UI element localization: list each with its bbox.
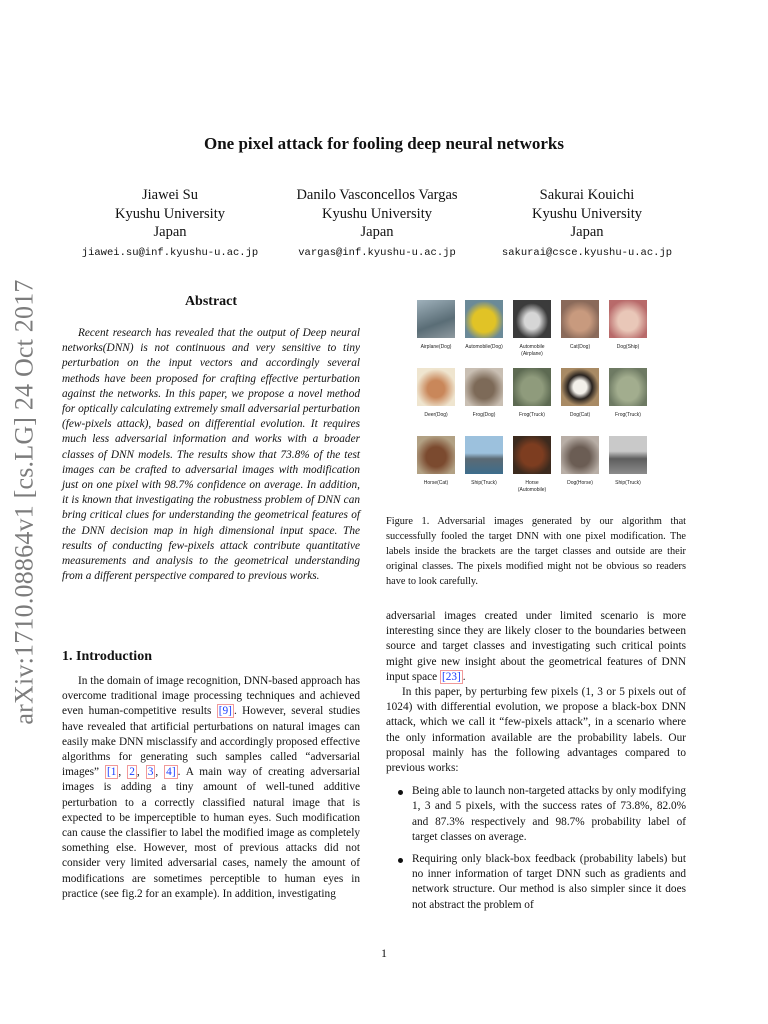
adversarial-image-thumbnail [417,300,455,338]
citation-link[interactable]: 3 [147,766,154,779]
abstract-text [62,326,360,584]
figure-cell [508,436,556,494]
figure-cell [604,368,652,419]
author-country: Japan [570,224,604,240]
page-number: 1 [381,946,387,960]
citation-link[interactable]: [9] [218,705,232,718]
author-country: Japan [360,224,394,240]
figure-cell-label: Automobile(Dog) [465,344,503,350]
figure-cell-label: Deer(Dog) [424,412,448,418]
citation-link[interactable]: 4] [166,766,176,779]
figure-cell-label: Airplane(Dog) [420,344,452,350]
adversarial-image-thumbnail [513,368,551,406]
introduction-paragraph: In the domain of image recognition, DNN-based approach has overcome traditional image processing techniques and achieved even human-competitive results [9] . However, several studies have revealed that artificial perturbations on natural images can easily make DNN misclassify and accordingly proposed effective algorithms for generating such samples called “adversarial images” [1 , 2 , 3 , 4] . A main way of creating adversarial images is adding a tiny amount of well-tuned additive perturbation to a correctly classified natural image that is expected to be imperceptible to human eyes. Such modification can cause the classifier to label the modified image as completely something else. However, most of previous attacks did not consider very limited adversarial cases, namely the amount of modifications are sometimes perceptible to human eyes in practice (see fig.2 for an example). In addition, investigating [62,675,360,900]
citation-link[interactable]: [23] [441,670,461,683]
figure-cell-label: Dog(Horse) [567,480,593,486]
author-country: Japan [153,224,187,240]
list-item: Requiring only black-box feedback (probability labels) but no inner information of target DNN such as gradients and network structure. Our method is also simpler since it does not abstract the problem of [386,852,686,913]
author-affiliation: Kyushu University [322,205,432,222]
citation-link[interactable]: [1 [107,766,117,779]
figure-cell-label: Dog(Cat) [569,412,591,418]
author-block-2 [262,186,492,262]
author-name: Danilo Vasconcellos Vargas [296,187,458,203]
adversarial-image-thumbnail [513,436,551,474]
continuation-paragraph: adversarial images created under limited scenario is more interesting since they are likely closer to the boundaries between source and target classes and investigating such critical points might give new insight about the geometrical features of DNN input space [23] . [386,610,686,683]
adversarial-image-thumbnail [465,300,503,338]
figure-cell [412,300,460,351]
adversarial-image-thumbnail [417,368,455,406]
figure-cell-label: Frog(Truck) [519,412,545,418]
figure-cell [460,300,508,351]
figure-cell [556,300,604,351]
figure-1-image-grid [412,300,658,500]
author-affiliation: Kyushu University [532,205,642,222]
adversarial-image-thumbnail [417,436,455,474]
arxiv-identifier-stamp: arXiv:1710.08864v1 [cs.LG] 24 Oct 2017 [10,279,40,725]
adversarial-image-thumbnail [561,436,599,474]
adversarial-image-thumbnail [609,300,647,338]
paper-title: One pixel attack for fooling deep neural networks [204,134,564,153]
figure-cell [556,436,604,487]
figure-cell [460,436,508,487]
figure-cell [412,368,460,419]
author-email[interactable]: jiawei.su@inf.kyushu-u.ac.jp [81,246,259,259]
figure-cell [412,436,460,487]
abstract-heading: Abstract [184,294,238,309]
figure-cell-label: Ship(Truck) [615,480,641,486]
adversarial-image-thumbnail [465,368,503,406]
figure-cell-label: Frog(Dog) [472,412,496,418]
figure-cell-label: Frog(Truck) [615,412,641,418]
figure-cell-label: Horse (Automobile) [517,480,547,493]
adversarial-image-thumbnail [609,436,647,474]
adversarial-image-thumbnail [561,300,599,338]
paragraph: In this paper, by perturbing few pixels (1, 3 or 5 pixels out of 1024) with differential evolution, we propose a black-box DNN attack, which we call it “few-pixels attack”, in a scenario where the only information available are the probability labels. Our proposal mainly has the following advantages compared to previous works: [386,686,686,775]
figure-1-caption: Figure 1. Adversarial images generated by our algorithm that successfully fooled the target DNN with one pixel modification. The labels inside the brackets are the target classes and outside are their original classes. The pixels modified might not be obvious so readers have to look carefully. [386,516,686,587]
adversarial-image-thumbnail [465,436,503,474]
right-column-text [386,609,686,920]
author-name: Sakurai Kouichi [539,187,635,203]
figure-cell [556,368,604,419]
introduction-text [62,674,360,902]
figure-cell-label: Dog(Ship) [616,344,640,350]
advantages-list [386,784,686,913]
author-block-3 [472,186,702,262]
figure-cell-label: Ship(Truck) [471,480,497,486]
adversarial-image-thumbnail [561,368,599,406]
list-item: Being able to launch non-targeted attacks by only modifying 1, 3 and 5 pixels, with the success rates of 73.8%, 82.0% and 87.3% respectively and 98.7% probability label of target classes on average. [386,784,686,845]
author-email[interactable]: vargas@inf.kyushu-u.ac.jp [298,246,456,259]
figure-cell [604,436,652,487]
adversarial-image-thumbnail [609,368,647,406]
figure-cell [604,300,652,351]
author-email[interactable]: sakurai@csce.kyushu-u.ac.jp [501,246,673,259]
author-name: Jiawei Su [142,187,198,203]
author-block-1 [60,186,280,262]
adversarial-image-thumbnail [513,300,551,338]
figure-cell-label: Automobile (Airplane) [519,344,545,357]
figure-cell-label: Horse(Cat) [423,480,449,486]
figure-cell [460,368,508,419]
figure-cell-label: Cat(Dog) [569,344,591,350]
figure-cell [508,300,556,358]
introduction-heading: 1. Introduction [62,649,152,664]
citation-link[interactable]: 2 [129,766,135,779]
figure-cell [508,368,556,419]
author-affiliation: Kyushu University [115,205,225,222]
abstract-paragraph: Recent research has revealed that the output of Deep neural networks(DNN) is not continuous and very sensitive to tiny perturbation on the input vectors and accordingly several methods have been proposed for crafting effective perturbation against the networks. In this paper, we propose a novel method for optically calculating extremely small adversarial perturbation (few-pixels attack), based on differential evolution. It requires much less adversarial information and works with a broader classes of DNN models. The results show that 73.8% of the test images can be crafted to adversarial images with modification just on one pixel with 98.7% confidence on average. In addition, it is known that investigating the robustness problem of DNN can bring critical clues for understanding the geometrical features of the DNN decision map in high dimensional input space. The results of conducting few-pixels attack contribute quantitative measurements and analysis to the geometrical understanding from a different perspective compared to previous works. [62,327,360,583]
